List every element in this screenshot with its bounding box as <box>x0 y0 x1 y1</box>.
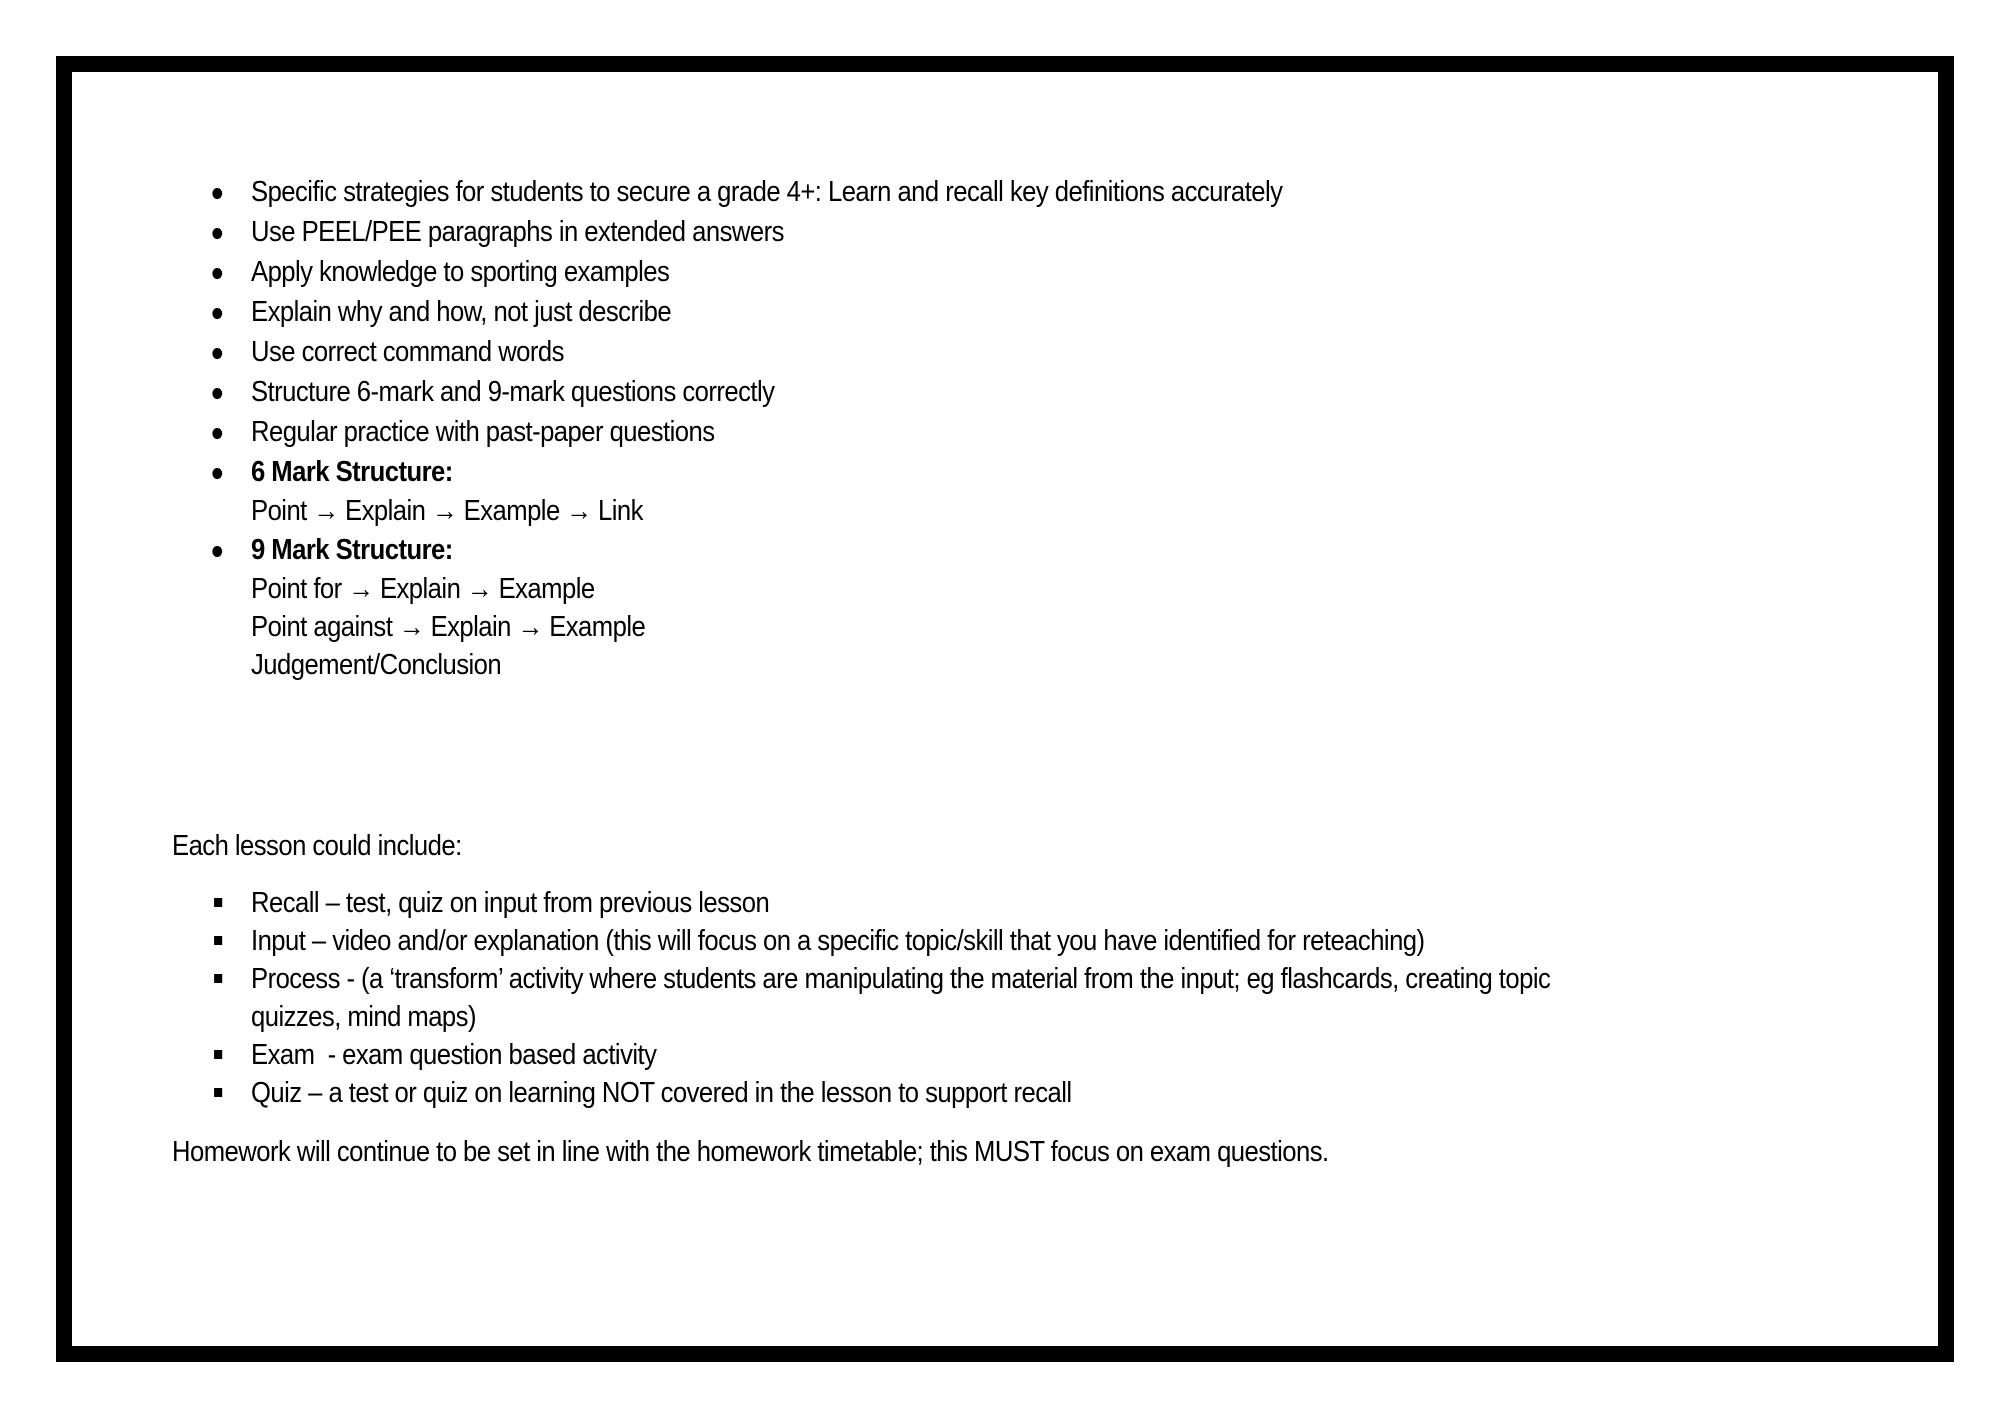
strategy-bullet-list <box>188 172 1282 684</box>
bullet-dot-icon <box>212 388 222 399</box>
nine-mark-line-for: Point for → Explain → Example <box>251 573 595 605</box>
strategy-item-text: Regular practice with past-paper questions <box>251 416 715 448</box>
homework-statement: Homework will continue to be set in line with the homework timetable; this MUST focus on exam questions. <box>172 1136 1329 1168</box>
square-bullet-icon <box>214 974 222 983</box>
bullet-dot-icon <box>212 268 222 279</box>
strategy-item-text: Use PEEL/PEE paragraphs in extended answers <box>251 216 784 248</box>
strategy-item-text: Apply knowledge to sporting examples <box>251 256 670 288</box>
strategy-item <box>188 212 1282 252</box>
bullet-dot-icon <box>212 308 222 319</box>
six-mark-structure-item <box>188 452 1282 530</box>
nine-mark-line-conclusion: Judgement/Conclusion <box>251 649 502 681</box>
six-mark-line: Point → Explain → Example → Link <box>251 495 643 527</box>
nine-mark-line-against: Point against → Explain → Example <box>251 611 646 643</box>
strategy-item <box>188 252 1282 292</box>
lesson-item <box>188 1074 1637 1112</box>
lesson-item-text: Recall – test, quiz on input from previous lesson <box>251 887 770 919</box>
lesson-square-bullet-list <box>188 884 1637 1112</box>
strategy-item <box>188 172 1282 212</box>
lesson-item-text: Input – video and/or explanation (this will focus on a specific topic/skill that you have identified for reteaching) <box>251 925 1425 957</box>
strategy-item <box>188 332 1282 372</box>
lesson-item <box>188 960 1637 1036</box>
square-bullet-icon <box>214 1050 222 1059</box>
lesson-intro-text: Each lesson could include: <box>172 830 462 862</box>
nine-mark-heading: 9 Mark Structure: <box>251 534 453 566</box>
bullet-dot-icon <box>212 546 222 557</box>
bullet-dot-icon <box>212 228 222 239</box>
bullet-dot-icon <box>212 348 222 359</box>
strategy-item-text: Specific strategies for students to secure a grade 4+: Learn and recall key definitions accurately <box>251 176 1283 208</box>
lesson-item-text: Process - (a ‘transform’ activity where students are manipulating the material from the input; eg flashcards, creating topic quizzes, mind maps) <box>251 963 1551 1033</box>
bullet-dot-icon <box>212 428 222 439</box>
strategy-item <box>188 412 1282 452</box>
square-bullet-icon <box>214 936 222 945</box>
lesson-item-text: Exam - exam question based activity <box>251 1039 657 1071</box>
bullet-dot-icon <box>212 468 222 479</box>
strategy-item <box>188 372 1282 412</box>
square-bullet-icon <box>214 898 222 907</box>
lesson-item <box>188 1036 1637 1074</box>
strategy-item-text: Structure 6-mark and 9-mark questions correctly <box>251 376 775 408</box>
lesson-item <box>188 884 1637 922</box>
strategy-item-text: Explain why and how, not just describe <box>251 296 672 328</box>
six-mark-heading: 6 Mark Structure: <box>251 456 453 488</box>
strategy-item-text: Use correct command words <box>251 336 564 368</box>
nine-mark-structure-item <box>188 530 1282 684</box>
square-bullet-icon <box>214 1088 222 1097</box>
lesson-item <box>188 922 1637 960</box>
bullet-dot-icon <box>212 188 222 199</box>
strategy-item <box>188 292 1282 332</box>
lesson-item-text: Quiz – a test or quiz on learning NOT covered in the lesson to support recall <box>251 1077 1072 1109</box>
